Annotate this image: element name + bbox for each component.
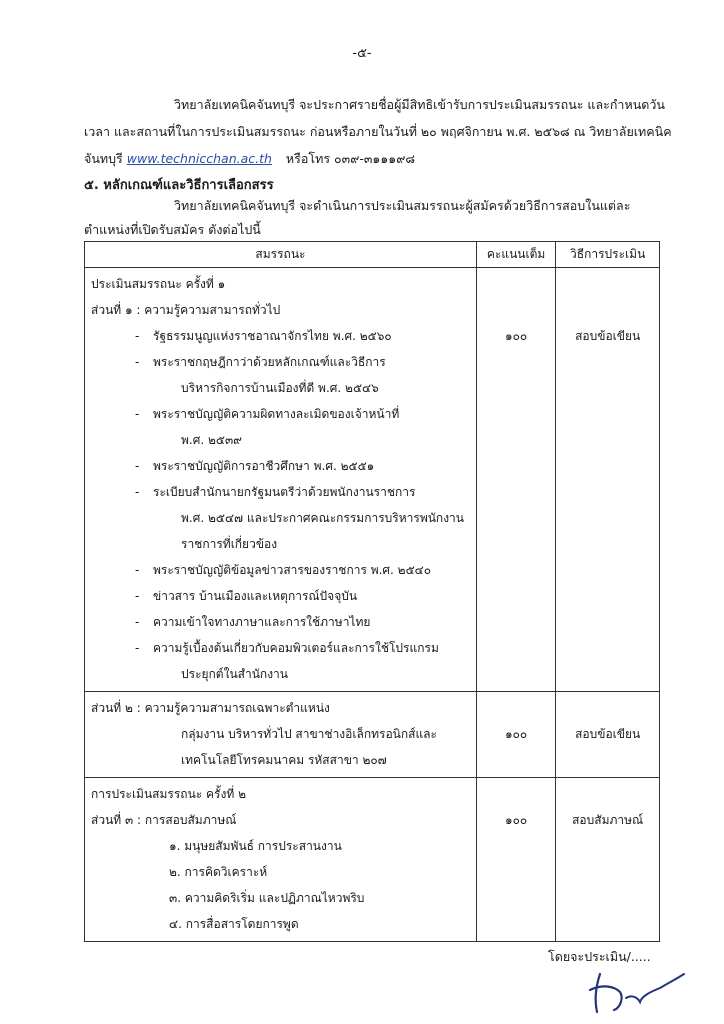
block3-competency	[85, 778, 477, 942]
section-5-para-1: วิทยาลัยเทคนิคจันทบุรี จะดำเนินการประเมินสมรรถนะผู้สมัครด้วยวิธีการสอบในแต่ละ	[174, 198, 631, 213]
block1-score	[476, 268, 555, 692]
list-item: - ข่าวสาร บ้านเมืองและเหตุการณ์ปัจจุบัน	[91, 583, 470, 609]
list-item-continuation: เทคโนโลยีโทรคมนาคม รหัสสาขา ๒๐๗	[181, 753, 387, 767]
intro-line-1: วิทยาลัยเทคนิคจันทบุรี จะประกาศรายชื่อผู้มีสิทธิเข้ารับการประเมินสมรรถนะ และกำหนดวัน	[174, 97, 665, 112]
method-value: สอบข้อเขียน	[575, 727, 641, 741]
list-item: - พระราชบัญญัติข้อมูลข่าวสารของราชการ พ.ศ. ๒๕๔๐	[91, 557, 470, 583]
list-item: กลุ่มงาน บริหารทั่วไป สาขาช่างอิเล็กทรอนิกส์และ	[181, 727, 437, 741]
block2-score	[476, 692, 555, 778]
round-1-title: ประเมินสมรรถนะ ครั้งที่ ๑	[91, 277, 226, 291]
method-value: สอบสัมภาษณ์	[572, 813, 644, 827]
score-value: ๑๐๐	[504, 727, 528, 741]
list-item: ๔. การสื่อสารโดยการพูด	[169, 917, 299, 931]
list-item: - พระราชกฤษฎีกาว่าด้วยหลักเกณฑ์และวิธีการ	[91, 349, 470, 375]
block3-score	[476, 778, 555, 942]
intro-line-3	[84, 149, 415, 169]
table-header-row	[85, 242, 660, 268]
website-link[interactable]: www.technicchan.ac.th	[126, 151, 272, 166]
handwritten-signature	[580, 968, 690, 1018]
block1-method	[556, 268, 660, 692]
block3-method	[556, 778, 660, 942]
intro-line-2: เวลา และสถานที่ในการประเมินสมรรถนะ ก่อนหรือภายในวันที่ ๒๐ พฤศจิกายน พ.ศ. ๒๕๖๘ ณ วิทยาลัยเทคนิค	[84, 124, 672, 139]
page-number: -๕-	[352, 46, 372, 61]
list-item: - พระราชบัญญัติการอาชีวศึกษา พ.ศ. ๒๕๕๑	[91, 453, 470, 479]
list-item-continuation: พ.ศ. ๒๕๓๙	[181, 433, 242, 447]
header-method: วิธีการประเมิน	[556, 242, 660, 268]
intro-line-3-suffix: หรือโทร ๐๓๙-๓๑๑๑๙๘	[285, 151, 416, 166]
list-item-continuation: ประยุกต์ในสำนักงาน	[181, 667, 288, 681]
list-item: - ความรู้เบื้องต้นเกี่ยวกับคอมพิวเตอร์และการใช้โปรแกรม	[91, 635, 470, 661]
list-item: - พระราชบัญญัติความผิดทางละเมิดของเจ้าหน้าที่	[91, 401, 470, 427]
method-value: สอบข้อเขียน	[575, 329, 641, 343]
table-row	[85, 778, 660, 942]
score-value: ๑๐๐	[504, 813, 528, 827]
list-item-continuation: พ.ศ. ๒๕๔๗ และประกาศคณะกรรมการบริหารพนักงาน	[181, 511, 465, 525]
score-value: ๑๐๐	[504, 329, 528, 343]
table-row	[85, 268, 660, 692]
list-item: ๒. การคิดวิเคราะห์	[169, 865, 268, 879]
header-full-score: คะแนนเต็ม	[476, 242, 555, 268]
list-item: - ระเบียบสำนักนายกรัฐมนตรีว่าด้วยพนักงานราชการ	[91, 479, 470, 505]
part-1-title: ส่วนที่ ๑ : ความรู้ความสามารถทั่วไป	[91, 303, 281, 317]
table-row	[85, 692, 660, 778]
block2-competency	[85, 692, 477, 778]
continuation-note: โดยจะประเมิน/.....	[548, 949, 651, 964]
block2-method	[556, 692, 660, 778]
header-competency: สมรรถนะ	[85, 242, 477, 268]
part-2-title: ส่วนที่ ๒ : ความรู้ความสามารถเฉพาะตำแหน่ง	[91, 701, 330, 715]
section-5-para-2: ตำแหน่งที่เปิดรับสมัคร ดังต่อไปนี้	[84, 222, 261, 237]
list-item: ๑. มนุษยสัมพันธ์ การประสานงาน	[169, 839, 342, 853]
intro-line-3-prefix: จันทบุรี	[84, 151, 123, 166]
list-item: - ความเข้าใจทางภาษาและการใช้ภาษาไทย	[91, 609, 470, 635]
criteria-table	[84, 241, 660, 942]
round-2-title: การประเมินสมรรถนะ ครั้งที่ ๒	[91, 787, 246, 801]
list-item-continuation: ราชการที่เกี่ยวข้อง	[181, 537, 278, 551]
list-item: ๓. ความคิดริเริ่ม และปฏิภาณไหวพริบ	[169, 891, 365, 905]
list-item: - รัฐธรรมนูญแห่งราชอาณาจักรไทย พ.ศ. ๒๕๖๐	[91, 323, 470, 349]
block1-competency	[85, 268, 477, 692]
list-item-continuation: บริหารกิจการบ้านเมืองที่ดี พ.ศ. ๒๕๔๖	[181, 381, 379, 395]
part-3-title: ส่วนที่ ๓ : การสอบสัมภาษณ์	[91, 813, 237, 827]
section-5-title: ๕. หลักเกณฑ์และวิธีการเลือกสรร	[84, 178, 274, 193]
